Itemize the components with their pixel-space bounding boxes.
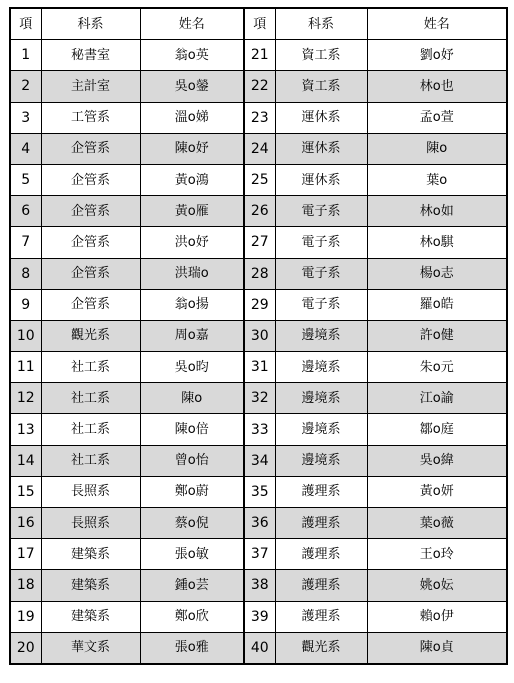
cell-index: 20 xyxy=(10,632,41,664)
cell-department: 企管系 xyxy=(41,196,140,227)
cell-department: 邊境系 xyxy=(275,320,367,351)
header-department: 科系 xyxy=(275,8,367,40)
cell-index: 3 xyxy=(10,102,41,133)
table-row xyxy=(10,227,507,258)
cell-index: 26 xyxy=(244,196,275,227)
cell-department: 秘書室 xyxy=(41,40,140,71)
cell-department: 社工系 xyxy=(41,414,140,445)
cell-name: 王o玲 xyxy=(367,539,507,570)
cell-department: 資工系 xyxy=(275,40,367,71)
cell-name: 林o也 xyxy=(367,71,507,102)
cell-name: 曾o怡 xyxy=(140,445,244,476)
table-row xyxy=(10,196,507,227)
table-row xyxy=(10,570,507,601)
cell-name: 陳o xyxy=(140,383,244,414)
cell-department: 企管系 xyxy=(41,227,140,258)
cell-name: 黃o雁 xyxy=(140,196,244,227)
cell-index: 29 xyxy=(244,289,275,320)
cell-index: 39 xyxy=(244,601,275,632)
cell-index: 4 xyxy=(10,133,41,164)
cell-department: 建築系 xyxy=(41,570,140,601)
cell-name: 陳o妤 xyxy=(140,133,244,164)
table-row xyxy=(10,40,507,71)
cell-name: 鄭o蔚 xyxy=(140,476,244,507)
table-row xyxy=(10,71,507,102)
cell-department: 護理系 xyxy=(275,508,367,539)
cell-index: 38 xyxy=(244,570,275,601)
cell-index: 21 xyxy=(244,40,275,71)
table-row xyxy=(10,445,507,476)
cell-name: 蔡o倪 xyxy=(140,508,244,539)
cell-name: 楊o志 xyxy=(367,258,507,289)
cell-department: 企管系 xyxy=(41,133,140,164)
cell-index: 25 xyxy=(244,164,275,195)
cell-index: 24 xyxy=(244,133,275,164)
cell-department: 建築系 xyxy=(41,539,140,570)
cell-index: 35 xyxy=(244,476,275,507)
header-index: 項 xyxy=(10,8,41,40)
roster-table xyxy=(9,7,508,665)
cell-name: 翁o揚 xyxy=(140,289,244,320)
table-row xyxy=(10,258,507,289)
cell-department: 護理系 xyxy=(275,601,367,632)
cell-index: 1 xyxy=(10,40,41,71)
cell-index: 12 xyxy=(10,383,41,414)
cell-index: 22 xyxy=(244,71,275,102)
cell-index: 19 xyxy=(10,601,41,632)
cell-department: 企管系 xyxy=(41,289,140,320)
cell-index: 40 xyxy=(244,632,275,664)
cell-department: 邊境系 xyxy=(275,352,367,383)
cell-name: 羅o皓 xyxy=(367,289,507,320)
table-row xyxy=(10,383,507,414)
table-row xyxy=(10,632,507,664)
cell-name: 吳o鎣 xyxy=(140,71,244,102)
cell-department: 護理系 xyxy=(275,476,367,507)
cell-name: 葉o薇 xyxy=(367,508,507,539)
cell-department: 主計室 xyxy=(41,71,140,102)
cell-index: 13 xyxy=(10,414,41,445)
cell-department: 社工系 xyxy=(41,383,140,414)
cell-name: 翁o英 xyxy=(140,40,244,71)
cell-name: 洪o妤 xyxy=(140,227,244,258)
cell-department: 邊境系 xyxy=(275,383,367,414)
table-row xyxy=(10,102,507,133)
cell-name: 孟o萱 xyxy=(367,102,507,133)
cell-department: 運休系 xyxy=(275,102,367,133)
table-row xyxy=(10,133,507,164)
cell-index: 18 xyxy=(10,570,41,601)
table-row xyxy=(10,164,507,195)
cell-department: 電子系 xyxy=(275,258,367,289)
cell-department: 工管系 xyxy=(41,102,140,133)
cell-department: 資工系 xyxy=(275,71,367,102)
cell-name: 姚o妘 xyxy=(367,570,507,601)
cell-index: 10 xyxy=(10,320,41,351)
cell-index: 34 xyxy=(244,445,275,476)
cell-name: 陳o倍 xyxy=(140,414,244,445)
table-row xyxy=(10,508,507,539)
cell-department: 社工系 xyxy=(41,352,140,383)
cell-department: 電子系 xyxy=(275,289,367,320)
table-row xyxy=(10,320,507,351)
cell-department: 社工系 xyxy=(41,445,140,476)
table-row xyxy=(10,539,507,570)
cell-department: 邊境系 xyxy=(275,414,367,445)
cell-department: 電子系 xyxy=(275,227,367,258)
cell-index: 31 xyxy=(244,352,275,383)
cell-index: 17 xyxy=(10,539,41,570)
cell-index: 23 xyxy=(244,102,275,133)
cell-index: 8 xyxy=(10,258,41,289)
cell-index: 6 xyxy=(10,196,41,227)
cell-name: 林o如 xyxy=(367,196,507,227)
header-row xyxy=(10,8,507,40)
cell-department: 護理系 xyxy=(275,539,367,570)
cell-index: 37 xyxy=(244,539,275,570)
header-index: 項 xyxy=(244,8,275,40)
cell-name: 江o諭 xyxy=(367,383,507,414)
cell-name: 張o雅 xyxy=(140,632,244,664)
cell-index: 33 xyxy=(244,414,275,445)
cell-department: 邊境系 xyxy=(275,445,367,476)
cell-name: 周o嘉 xyxy=(140,320,244,351)
cell-name: 黃o妍 xyxy=(367,476,507,507)
table-row xyxy=(10,289,507,320)
cell-name: 賴o伊 xyxy=(367,601,507,632)
cell-index: 28 xyxy=(244,258,275,289)
cell-department: 長照系 xyxy=(41,476,140,507)
cell-index: 14 xyxy=(10,445,41,476)
cell-department: 長照系 xyxy=(41,508,140,539)
cell-index: 27 xyxy=(244,227,275,258)
table-row xyxy=(10,352,507,383)
cell-department: 觀光系 xyxy=(41,320,140,351)
cell-index: 16 xyxy=(10,508,41,539)
cell-department: 企管系 xyxy=(41,258,140,289)
cell-name: 陳o貞 xyxy=(367,632,507,664)
header-name: 姓名 xyxy=(140,8,244,40)
cell-index: 5 xyxy=(10,164,41,195)
cell-index: 32 xyxy=(244,383,275,414)
cell-index: 36 xyxy=(244,508,275,539)
cell-name: 溫o娣 xyxy=(140,102,244,133)
table-row xyxy=(10,476,507,507)
cell-department: 建築系 xyxy=(41,601,140,632)
cell-department: 運休系 xyxy=(275,133,367,164)
cell-name: 朱o元 xyxy=(367,352,507,383)
table-row xyxy=(10,601,507,632)
cell-index: 11 xyxy=(10,352,41,383)
cell-name: 洪瑞o xyxy=(140,258,244,289)
cell-index: 9 xyxy=(10,289,41,320)
cell-index: 30 xyxy=(244,320,275,351)
cell-name: 吳o緯 xyxy=(367,445,507,476)
cell-department: 觀光系 xyxy=(275,632,367,664)
cell-name: 陳o xyxy=(367,133,507,164)
cell-name: 林o騏 xyxy=(367,227,507,258)
cell-index: 15 xyxy=(10,476,41,507)
cell-index: 7 xyxy=(10,227,41,258)
roster-body xyxy=(10,40,507,664)
cell-department: 華文系 xyxy=(41,632,140,664)
header-department: 科系 xyxy=(41,8,140,40)
cell-department: 運休系 xyxy=(275,164,367,195)
cell-name: 許o健 xyxy=(367,320,507,351)
cell-name: 劉o妤 xyxy=(367,40,507,71)
cell-name: 葉o xyxy=(367,164,507,195)
cell-department: 企管系 xyxy=(41,164,140,195)
cell-index: 2 xyxy=(10,71,41,102)
cell-name: 鄒o庭 xyxy=(367,414,507,445)
cell-department: 電子系 xyxy=(275,196,367,227)
header-name: 姓名 xyxy=(367,8,507,40)
cell-name: 黃o鴻 xyxy=(140,164,244,195)
cell-name: 張o敏 xyxy=(140,539,244,570)
cell-name: 鍾o芸 xyxy=(140,570,244,601)
cell-name: 吳o昀 xyxy=(140,352,244,383)
cell-name: 鄭o欣 xyxy=(140,601,244,632)
table-row xyxy=(10,414,507,445)
cell-department: 護理系 xyxy=(275,570,367,601)
